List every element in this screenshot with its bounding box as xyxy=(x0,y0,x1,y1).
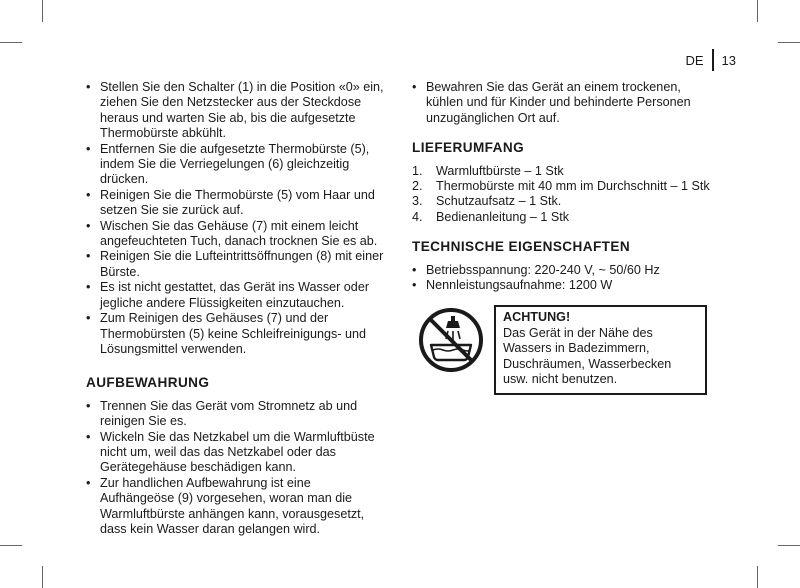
crop-mark xyxy=(757,0,758,22)
list-item: • Betriebsspannung: 220-240 V, ~ 50/60 Hz xyxy=(412,263,714,278)
list-item: • Wickeln Sie das Netzkabel um die Warmluftbüste nicht um, weil das das Netzkabel oder das Gerätegehäuse beschädigen kann. xyxy=(86,430,386,476)
list-item: • Trennen Sie das Gerät vom Stromnetz ab und reinigen Sie es. xyxy=(86,399,386,430)
crop-mark xyxy=(42,566,43,588)
item-number: 2. xyxy=(412,179,423,194)
list-item: • Stellen Sie den Schalter (1) in die Position «0» ein, ziehen Sie den Netzstecker aus der Steckdose heraus und warten Sie ab, bis die aufgesetzte Thermobürste abkühlt. xyxy=(86,80,386,142)
list-item: • Zum Reinigen des Gehäuses (7) und der Thermobürsten (5) keine Schleifreinigungs- und Lösungsmittel verwenden. xyxy=(86,311,386,357)
list-item: • Reinigen Sie die Lufteintrittsöffnungen (8) mit einer Bürste. xyxy=(86,249,386,280)
cleaning-list xyxy=(86,80,386,357)
section-heading-lieferumfang: LIEFERUMFANG xyxy=(412,140,525,156)
warning-box xyxy=(494,305,707,394)
section-heading-aufbewahrung: AUFBEWAHRUNG xyxy=(86,375,210,391)
list-item: • Reinigen Sie die Thermobürste (5) vom Haar und setzen Sie sie zurück auf. xyxy=(86,188,386,219)
item-text: Bedienanleitung – 1 Stk xyxy=(436,209,570,224)
page-header xyxy=(685,49,736,71)
warning-title: ACHTUNG! xyxy=(503,310,571,325)
no-bathing-icon xyxy=(418,307,484,373)
crop-mark xyxy=(778,545,800,546)
item-text: Thermobürste mit 40 mm im Durchschnitt – 1 Stk xyxy=(436,179,710,194)
item-number: 3. xyxy=(412,194,423,209)
list-item: • Es ist nicht gestattet, das Gerät ins Wasser oder jegliche andere Flüssigkeiten einzutauchen. xyxy=(86,280,386,311)
list-item xyxy=(412,179,714,194)
crop-mark xyxy=(757,566,758,588)
crop-mark xyxy=(778,42,800,43)
item-number: 4. xyxy=(412,209,423,224)
item-text: Schutzaufsatz – 1 Stk. xyxy=(436,194,562,209)
list-item: • Wischen Sie das Gehäuse (7) mit einem leicht angefeuchteten Tuch, danach trocknen Sie es ab. xyxy=(86,219,386,250)
list-item: • Zur handlichen Aufbewahrung ist eine Aufhängeöse (9) vorgesehen, woran man die Warmluftbürste anhängen kann, vorausgesetzt, dass kein Wasser daran gelangen wird. xyxy=(86,476,386,538)
list-item xyxy=(412,164,714,179)
item-text: Warmluftbürste – 1 Stk xyxy=(436,163,564,178)
crop-mark xyxy=(0,545,22,546)
language-code: DE xyxy=(685,52,704,68)
storage-list xyxy=(86,399,386,538)
specs-list xyxy=(412,263,714,294)
delivery-list xyxy=(412,164,714,226)
list-item: • Entfernen Sie die aufgesetzte Thermobürste (5), indem Sie die Verriegelungen (6) gleichzeitig drücken. xyxy=(86,142,386,188)
right-column xyxy=(412,80,714,395)
page-number: 13 xyxy=(721,52,736,68)
item-number: 1. xyxy=(412,163,423,178)
crop-mark xyxy=(0,42,22,43)
left-column xyxy=(86,80,386,537)
list-item xyxy=(412,194,714,209)
section-heading-technische-eigenschaften: TECHNISCHE EIGENSCHAFTEN xyxy=(412,239,631,255)
crop-mark xyxy=(42,0,43,22)
warning-text: Das Gerät in der Nähe des Wassers in Badezimmern, Duschräumen, Wasserbecken usw. nicht benutzen. xyxy=(503,325,672,387)
list-item: • Bewahren Sie das Gerät an einem trockenen, kühlen und für Kinder und behinderte Personen unzugänglichen Ort auf. xyxy=(412,80,714,126)
storage-note-list xyxy=(412,80,714,126)
list-item xyxy=(412,210,714,225)
warning-block xyxy=(412,305,714,394)
list-item: • Nennleistungsaufnahme: 1200 W xyxy=(412,278,714,293)
